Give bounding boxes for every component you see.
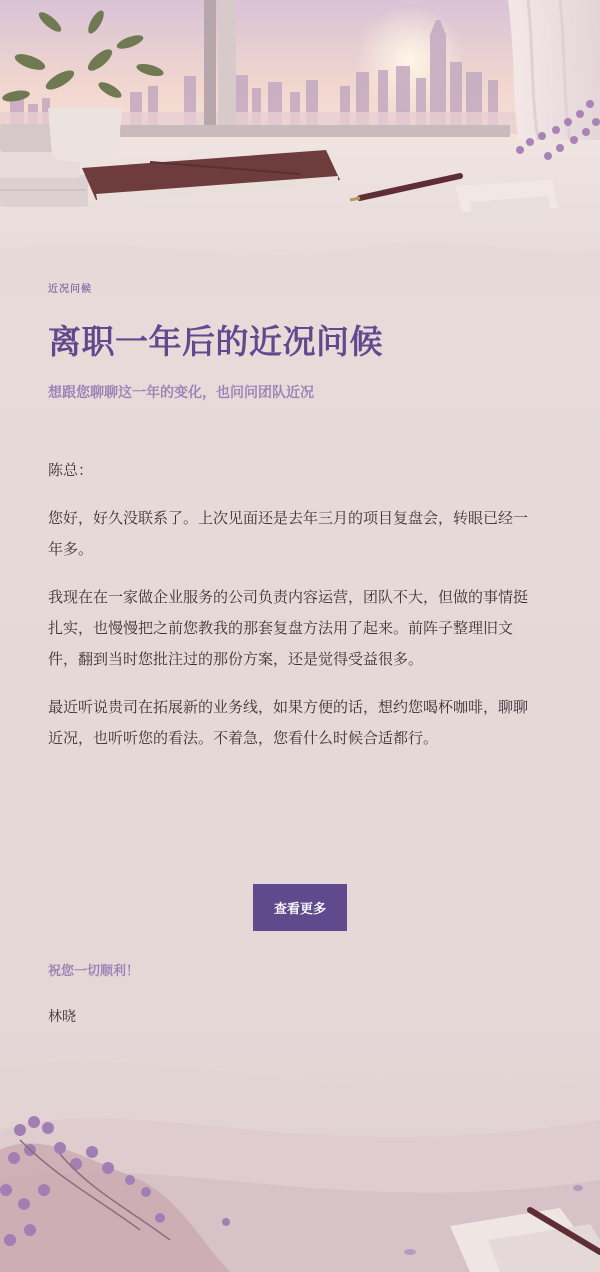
eyebrow-label: 近况问候 [48,284,92,295]
body-paragraph-1: 您好，好久没联系了。上次见面还是去年三月的项目复盘会，转眼已经一年多。 [48,509,529,558]
greeting: 陈总： [48,461,94,479]
view-more-button[interactable]: 查看更多 [253,884,347,931]
email-subtitle: 想跟您聊聊这一年的变化，也问问团队近况 [48,385,314,401]
email-body [48,455,530,771]
hero-illustration [0,0,600,290]
signature: 林晓 [48,1009,76,1025]
closing-line: 祝您一切顺利！ [48,964,140,979]
body-paragraph-3: 最近听说贵司在拓展新的业务线，如果方便的话，想约您喝杯咖啡，聊聊近况，也听听您的看法。不着急，您看什么时候合适都行。 [48,698,529,747]
body-paragraph-2: 我现在在一家做企业服务的公司负责内容运营，团队不大，但做的事情挺扎实，也慢慢把之前您教我的那套复盘方法用了起来。前阵子整理旧文件，翻到当时您批注过的那份方案，还是觉得受益很多。 [48,588,529,668]
footer-illustration [0,1030,600,1272]
email-title: 离职一年后的近况问候 [48,322,383,361]
